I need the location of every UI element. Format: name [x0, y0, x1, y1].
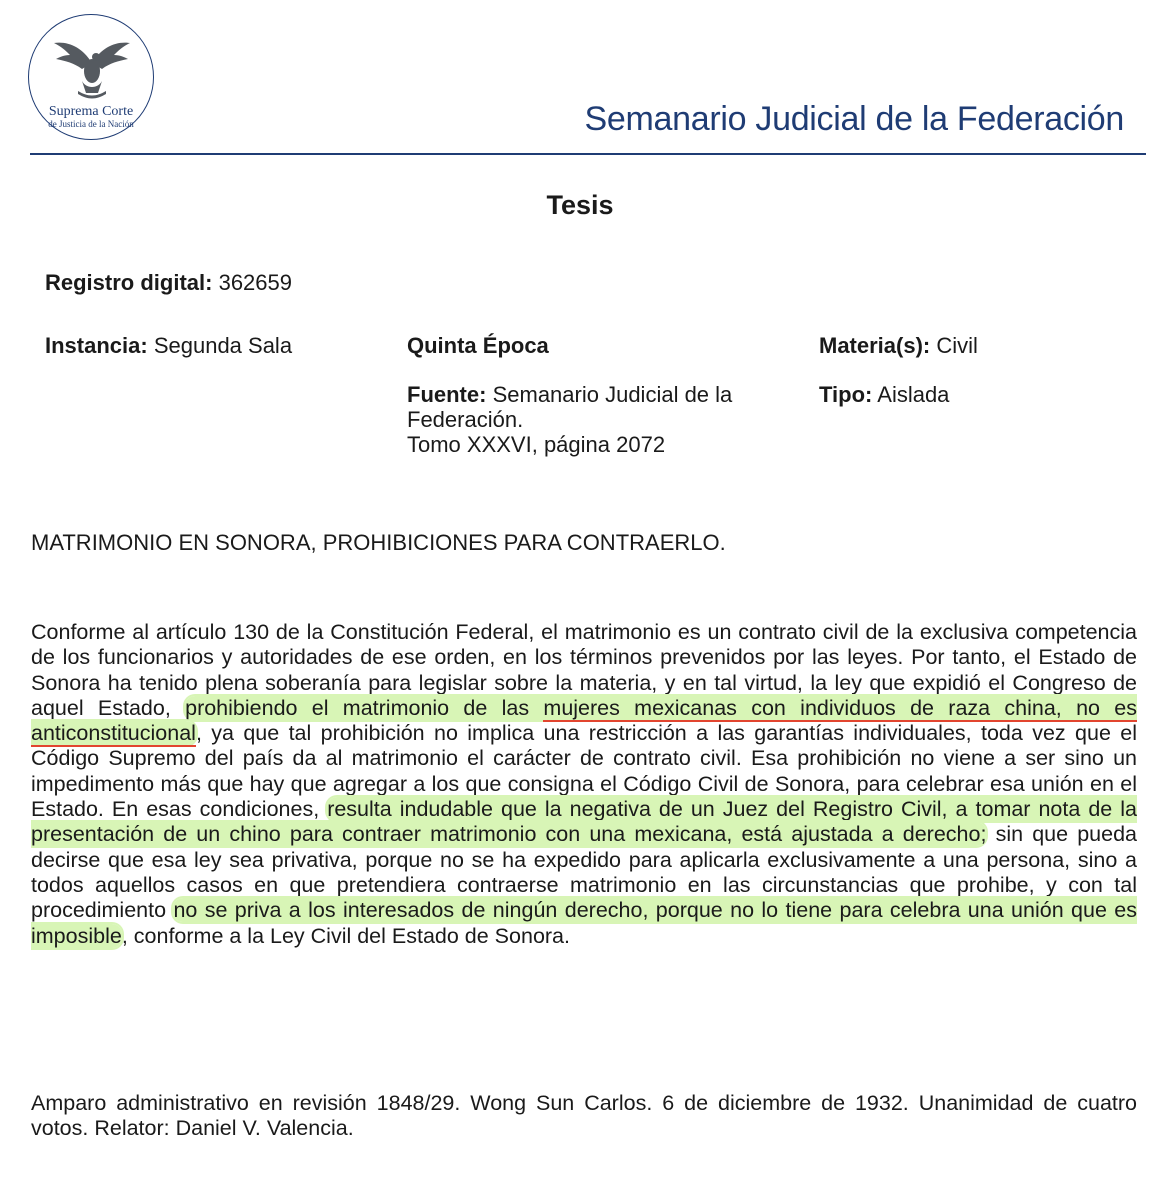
epoca-value: Quinta Época — [407, 333, 549, 358]
registro-digital — [45, 270, 292, 295]
registro-label: Registro digital: — [45, 270, 213, 295]
fuente — [407, 382, 732, 457]
registro-value: 362659 — [218, 270, 292, 295]
fuente-line1: Semanario Judicial de la — [492, 382, 733, 407]
tipo-label: Tipo: — [819, 382, 873, 407]
eagle-emblem-icon — [52, 33, 132, 101]
fuente-line2: Federación. — [407, 407, 524, 432]
body-text-1: Conforme al artículo 130 de la Constitución Federal, el matrimonio es un contrato civil de la exclusiva competencia de los funcionarios y autoridades de ese orden, en los términos prevenidos por las leyes. Por tanto, el Estado de Sonora ha tenido plena soberanía para legislar sobre la materia, y en tal virtud, la ley que expidió el Congreso de aquel Estado, — [31, 620, 1137, 720]
header-divider — [30, 153, 1146, 155]
materia — [819, 333, 978, 358]
highlight-2: resulta indudable que la negativa de un Juez del Registro Civil, a tomar nota de la presentación de un chino para contraer matrimonio con una mexicana, está ajustada a derecho; — [31, 797, 1137, 847]
materia-value: Civil — [936, 333, 978, 358]
instancia — [45, 333, 292, 358]
highlight-1a: prohibiendo el matrimonio de las — [185, 695, 544, 720]
instancia-value: Segunda Sala — [153, 333, 293, 358]
epoca — [407, 333, 549, 358]
scjn-seal-logo — [28, 14, 154, 140]
tesis-heading: MATRIMONIO EN SONORA, PROHIBICIONES PARA CONTRAERLO. — [31, 530, 726, 555]
highlight-1b-underlined: mujeres mexicanas con individuos de raza china, no es anticonstitucional — [31, 695, 1137, 746]
body-text-4: , conforme a la Ley Civil del Estado de Sonora. — [121, 923, 570, 948]
seal-text-line2: de Justicia de la Nación — [48, 119, 134, 129]
body-text-2: , ya que tal prohibición no implica una restricción a las garantías individuales, toda vez que el Código Supremo del país da al matrimonio el carácter de contrato civil. Esa prohibición no viene a ser sino un impedimento más que hay que agregar a los que consigna el Código Civil de Sonora, para celebrar esa unión en el Estado. En esas condiciones, — [31, 721, 1137, 822]
body-text-3: sin que pueda decirse que esa ley sea privativa, porque no se ha expedido para aplicarla exclusivamente a una persona, sino a todos aquellos casos en que pretendiera contraerse matrimonio en las circunstancias que prohibe, y con tal procedimiento — [31, 822, 1138, 923]
precedent-citation: Amparo administrativo en revisión 1848/29. Wong Sun Carlos. 6 de diciembre de 1932. Unanimidad de cuatro votos. Relator: Daniel V. Valencia. — [31, 1091, 1137, 1141]
document-title: Tesis — [546, 190, 614, 220]
tipo — [819, 382, 949, 407]
fuente-label: Fuente: — [407, 382, 487, 407]
tipo-value: Aislada — [877, 382, 950, 407]
materia-label: Materia(s): — [819, 333, 931, 358]
fuente-line3: Tomo XXXVI, página 2072 — [407, 432, 666, 457]
header-title: Semanario Judicial de la Federación — [584, 100, 1124, 138]
seal-text-line1: Suprema Corte — [48, 104, 134, 119]
highlight-3: no se priva a los interesados de ningún derecho, porque no lo tiene para celebra una unión que es imposible — [31, 898, 1137, 948]
instancia-label: Instancia: — [45, 333, 148, 358]
tesis-body — [31, 620, 1137, 949]
